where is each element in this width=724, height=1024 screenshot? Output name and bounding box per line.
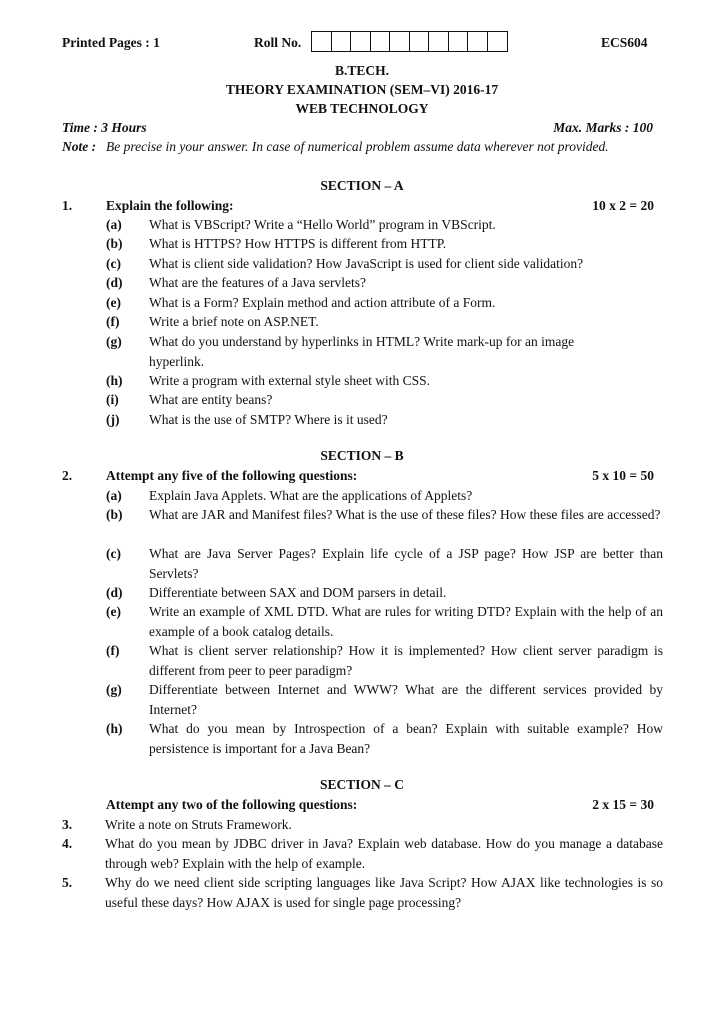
question-text: Why do we need client side scripting languages like Java Script? How AJAX like technologies is so useful these days? How AJAX is used for single page processing? (105, 875, 663, 910)
question-text: What are JAR and Manifest files? What is the use of these files? How these files are accessed? (149, 507, 661, 522)
question-number: 3. (62, 817, 73, 832)
section-a-heading: SECTION – A (320, 178, 404, 193)
question-text: What do you mean by Introspection of a bean? Explain with suitable example? How persistence is important for a Java Bean? (149, 721, 663, 756)
question-label: (c) (106, 546, 121, 561)
section-a-marks: 10 x 2 = 20 (592, 198, 654, 213)
question-number: 1. (62, 198, 73, 213)
question-label: (a) (106, 217, 122, 232)
question-label: (i) (106, 392, 119, 407)
note-text: Be precise in your answer. In case of numerical problem assume data wherever not provided. (106, 139, 609, 154)
max-marks: Max. Marks : 100 (553, 120, 653, 135)
exam-time: Time : 3 Hours (62, 120, 147, 135)
question-label: (h) (106, 721, 123, 736)
question-text: Differentiate between SAX and DOM parsers in detail. (149, 585, 447, 600)
question-text: What is the use of SMTP? Where is it used? (149, 412, 388, 427)
question-text: Write a program with external style sheet with CSS. (149, 373, 431, 388)
section-c-instruction: Attempt any two of the following questions: (106, 797, 358, 812)
paper-code: ECS604 (601, 35, 648, 50)
section-b-heading: SECTION – B (320, 448, 404, 463)
note-label: Note : (62, 139, 97, 154)
section-b-marks: 5 x 10 = 50 (592, 468, 654, 483)
question-label: (c) (106, 256, 121, 271)
section-a-instruction: Explain the following: (106, 198, 234, 213)
question-label: (d) (106, 585, 123, 600)
question-number: 2. (62, 468, 73, 483)
question-text: Write a brief note on ASP.NET. (149, 314, 319, 329)
question-text: What are the features of a Java servlets? (149, 275, 367, 290)
question-text: Write a note on Struts Framework. (105, 817, 292, 832)
printed-pages: Printed Pages : 1 (62, 35, 160, 50)
question-text: What is client side validation? How JavaScript is used for client side validation? (149, 256, 584, 271)
roll-no-boxes[interactable] (311, 31, 508, 52)
question-text: What do you mean by JDBC driver in Java? Explain web database. How do you manage a database through web? Explain with the help of example. (105, 836, 663, 871)
exam-title: THEORY EXAMINATION (SEM–VI) 2016-17 (225, 82, 499, 97)
question-label: (a) (106, 488, 122, 503)
question-label: (b) (106, 236, 123, 251)
section-b-instruction: Attempt any five of the following questions: (106, 468, 358, 483)
roll-no-label: Roll No. (254, 35, 302, 50)
question-text: Explain Java Applets. What are the applications of Applets? (149, 488, 473, 503)
question-label: (h) (106, 373, 123, 388)
section-c-heading: SECTION – C (319, 777, 405, 792)
question-text: What is client server relationship? How it is implemented? How client server paradigm is different from peer to peer paradigm? (149, 643, 663, 678)
question-text: What are entity beans? (149, 392, 273, 407)
question-label: (e) (106, 295, 121, 310)
question-text: What is a Form? Explain method and action attribute of a Form. (149, 295, 496, 310)
section-c-marks: 2 x 15 = 30 (592, 797, 654, 812)
question-label: (f) (106, 314, 120, 329)
question-text: Differentiate between Internet and WWW? What are the different services provided by Internet? (149, 682, 663, 717)
question-text: What do you understand by hyperlinks in HTML? Write mark-up for an image hyperlink. (149, 334, 575, 369)
question-text: What is HTTPS? How HTTPS is different from HTTP. (149, 236, 447, 251)
question-text: Write an example of XML DTD. What are rules for writing DTD? Explain with the help of an example of a book catalog details. (149, 604, 663, 639)
question-number: 5. (62, 875, 73, 890)
question-label: (d) (106, 275, 123, 290)
question-label: (g) (106, 334, 122, 349)
question-label: (b) (106, 507, 123, 522)
question-text: What is VBScript? Write a “Hello World” program in VBScript. (149, 217, 496, 232)
question-text: What are Java Server Pages? Explain life cycle of a JSP page? How JSP are better than Servlets? (149, 546, 663, 581)
question-label: (g) (106, 682, 122, 697)
question-label: (f) (106, 643, 120, 658)
question-number: 4. (62, 836, 73, 851)
question-label: (j) (106, 412, 120, 427)
subject-title: WEB TECHNOLOGY (295, 101, 429, 116)
degree-title: B.TECH. (334, 63, 389, 78)
question-label: (e) (106, 604, 121, 619)
